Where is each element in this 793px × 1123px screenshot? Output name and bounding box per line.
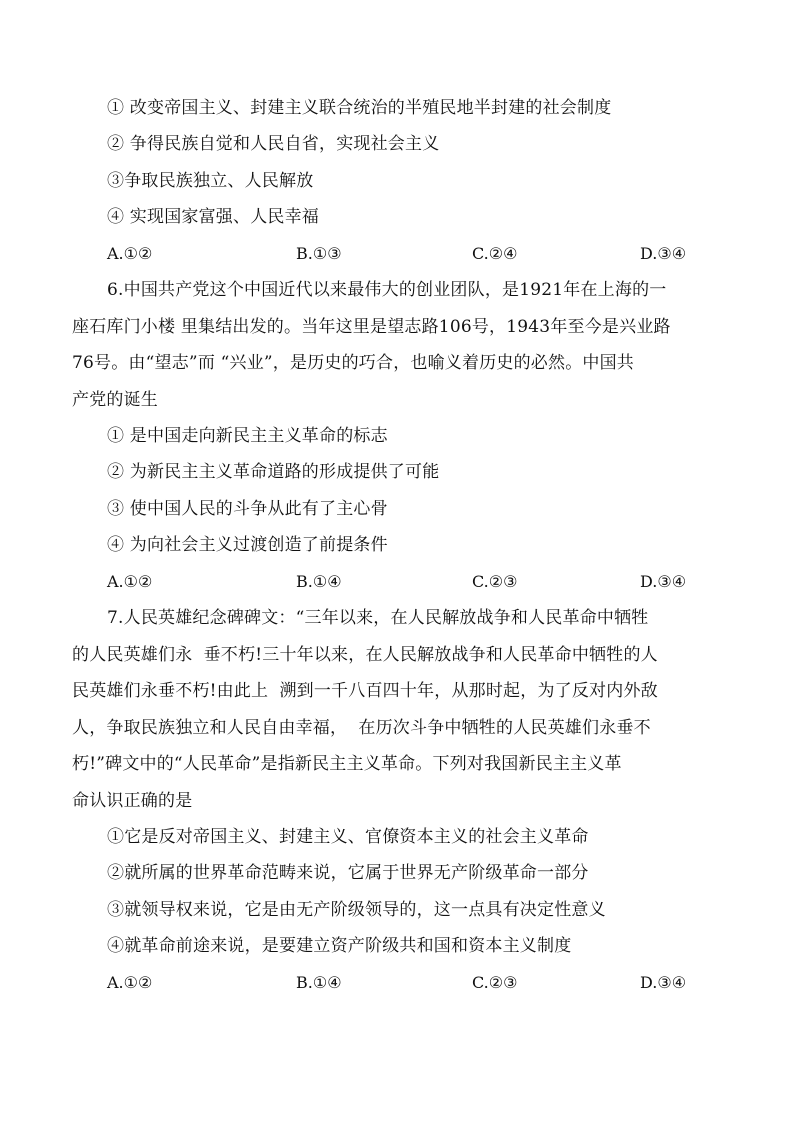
q5-item-3: ③争取民族独立、人民解放 <box>107 171 314 191</box>
q5-option-d: D.③④ <box>640 244 687 263</box>
q7-option-d: D.③④ <box>640 973 687 992</box>
q5-option-c: C.②④ <box>472 244 518 263</box>
q5-item-4: ④ 实现国家富强、人民幸福 <box>107 207 320 227</box>
q7-item-2: ②就所属的世界革命范畴来说，它属于世界无产阶级革命一部分 <box>107 863 589 883</box>
q6-stem-line-1: 6.中国共产党这个中国近代以来最伟大的创业团队，是1921年在上海的一 <box>107 280 667 300</box>
q6-stem-line-4: 产党的诞生 <box>72 390 158 410</box>
q6-item-3: ③ 使中国人民的斗争从此有了主心骨 <box>107 499 388 519</box>
q7-stem-line-3: 民英雄们永垂不朽!由此上 溯到一千八百四十年，从那时起，为了反对内外敌 <box>72 681 658 701</box>
q6-option-d: D.③④ <box>640 572 687 591</box>
q7-option-c: C.②③ <box>472 973 518 992</box>
q7-item-3: ③就领导权来说，它是由无产阶级领导的，这一点具有决定性意义 <box>107 900 606 920</box>
q6-stem-line-2: 座石库门小楼 里集结出发的。当年这里是望志路106号，1943年至今是兴业路 <box>72 317 671 337</box>
q6-option-a: A.①② <box>107 572 153 591</box>
q7-stem-line-4: 人，争取民族独立和人民自由幸福， 在历次斗争中牺牲的人民英雄们永垂不 <box>72 718 651 738</box>
q6-option-b: B.①④ <box>296 572 342 591</box>
q7-stem-line-1: 7.人民英雄纪念碑碑文：“三年以来，在人民解放战争和人民革命中牺牲 <box>107 608 649 628</box>
q7-option-a: A.①② <box>107 973 153 992</box>
q7-item-4: ④就革命前途来说，是要建立资产阶级共和国和资本主义制度 <box>107 936 572 956</box>
q6-stem-line-3: 76号。由“望志”而 “兴业”，是历史的巧合，也喻义着历史的必然。中国共 <box>72 353 634 373</box>
q7-stem-line-5: 朽!”碑文中的“人民革命”是指新民主主义革命。下列对我国新民主主义革 <box>72 754 622 774</box>
q5-option-a: A.①② <box>107 244 153 263</box>
q5-item-2: ② 争得民族自觉和人民自省，实现社会主义 <box>107 134 440 154</box>
q6-item-2: ② 为新民主主义革命道路的形成提供了可能 <box>107 462 440 482</box>
q5-item-1: ① 改变帝国主义、封建主义联合统治的半殖民地半封建的社会制度 <box>107 98 612 118</box>
q6-item-4: ④ 为向社会主义过渡创造了前提条件 <box>107 535 388 555</box>
q7-item-1: ①它是反对帝国主义、封建主义、官僚资本主义的社会主义革命 <box>107 827 589 847</box>
q7-stem-line-6: 命认识正确的是 <box>72 791 193 811</box>
q7-stem-line-2: 的人民英雄们永 垂不朽!三十年以来，在人民解放战争和人民革命中牺牲的人 <box>72 645 658 665</box>
q6-item-1: ① 是中国走向新民主主义革命的标志 <box>107 426 388 446</box>
q5-option-b: B.①③ <box>296 244 342 263</box>
q6-option-c: C.②③ <box>472 572 518 591</box>
q7-option-b: B.①④ <box>296 973 342 992</box>
